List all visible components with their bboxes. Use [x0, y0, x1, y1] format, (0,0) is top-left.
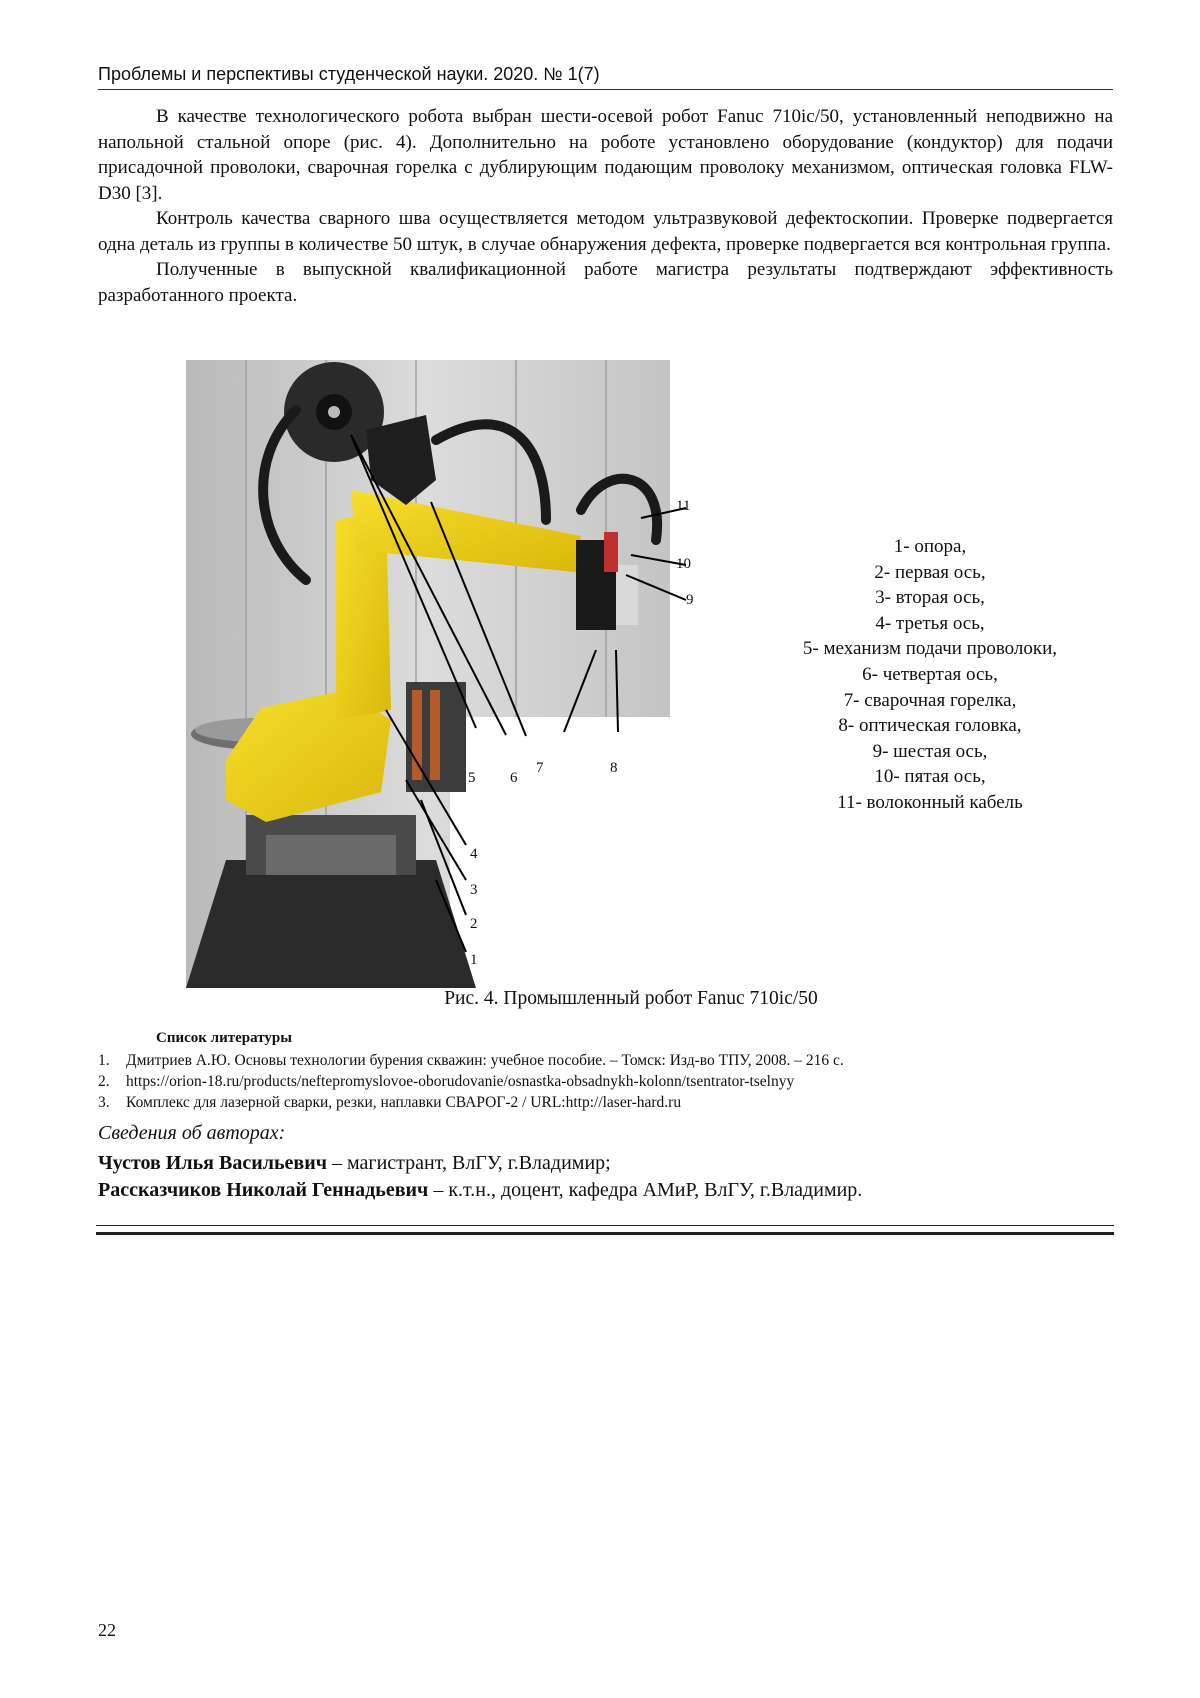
- callout-label: 11: [676, 498, 691, 514]
- callout-label: 6: [510, 770, 518, 786]
- reference-text: Дмитриев А.Ю. Основы технологии бурения скважин: учебное пособие. – Томск: Изд-во ТПУ, 2008. – 216 с.: [126, 1052, 844, 1069]
- legend-item: 9- шестая ось,: [872, 740, 988, 762]
- reference-text: Комплекс для лазерной сварки, резки, наплавки СВАРОГ-2 / URL:http://laser-hard.ru: [126, 1094, 682, 1111]
- callout-label: 8: [610, 760, 618, 776]
- robot-photo: [186, 360, 694, 988]
- legend-item: 10- пятая ось,: [874, 766, 986, 788]
- reference-number: 2.: [98, 1073, 110, 1090]
- reference-text: https://orion-18.ru/products/neftepromyslovoe-oborudovanie/osnastka-obsadnykh-kolonn/tsentrator-tselnyy: [126, 1073, 795, 1090]
- legend-item: 4- третья ось,: [875, 612, 985, 634]
- callout-label: 9: [686, 592, 694, 608]
- authors-list: [98, 1150, 862, 1204]
- author-line: [98, 1150, 862, 1177]
- end-divider: [96, 1225, 1114, 1235]
- legend-item: 2- первая ось,: [874, 561, 986, 583]
- reference-item: [98, 1050, 1113, 1071]
- reference-number: 3.: [98, 1094, 110, 1111]
- reference-item: [98, 1071, 1113, 1092]
- callout-label: 5: [468, 770, 476, 786]
- callout-label: 2: [470, 916, 478, 932]
- callout-label: 3: [470, 882, 478, 898]
- author-line: [98, 1177, 862, 1204]
- callout-label: 1: [470, 952, 478, 968]
- paragraph: Полученные в выпускной квалификационной работе магистра результаты подтверждают эффективность разработанного проекта.: [98, 259, 1113, 306]
- reference-list: [98, 1050, 1113, 1113]
- legend-item: 8- оптическая головка,: [838, 715, 1022, 737]
- author-info: – магистрант, ВлГУ, г.Владимир;: [327, 1152, 611, 1174]
- paragraph: Контроль качества сварного шва осуществляется методом ультразвуковой дефектоскопии. Проверке подвергается одна деталь из группы в количестве 50 штук, в случае обнаружения дефекта, проверке подвергается вся контрольная группа.: [98, 208, 1113, 255]
- legend-item: 11- волоконный кабель: [837, 791, 1023, 813]
- reference-number: 1.: [98, 1052, 110, 1069]
- running-header: Проблемы и перспективы студенческой науки. 2020. № 1(7): [98, 64, 1113, 90]
- legend-item: 3- вторая ось,: [875, 587, 985, 609]
- author-name: Рассказчиков Николай Геннадьевич: [98, 1179, 429, 1201]
- figure-legend: [760, 534, 1100, 816]
- callout-label: 7: [536, 760, 544, 776]
- author-info: – к.т.н., доцент, кафедра АМиР, ВлГУ, г.Владимир.: [428, 1179, 863, 1201]
- references-heading: Список литературы: [156, 1030, 292, 1046]
- legend-item: 5- механизм подачи проволоки,: [802, 638, 1058, 660]
- reference-item: [98, 1092, 1113, 1113]
- legend-item: 1- опора,: [893, 536, 967, 557]
- paragraph: В качестве технологического робота выбран шести-осевой робот Fanuc 710ic/50, установленный неподвижно на напольной стальной опоре (рис. 4). Дополнительно на роботе установлено оборудование (кондуктор) для подачи присадочной проволоки, сварочная горелка с дублирующим подающим проволоку механизмом, оптическая головка FLW-D30 [3].: [98, 106, 1113, 204]
- page-number: 22: [98, 1620, 116, 1640]
- body-text: [98, 104, 1113, 308]
- author-name: Чустов Илья Васильевич: [98, 1152, 327, 1174]
- legend-item: 7- сварочная горелка,: [843, 689, 1017, 711]
- authors-heading: Сведения об авторах:: [98, 1122, 286, 1144]
- callout-label: 10: [676, 556, 691, 572]
- figure-caption: Рис. 4. Промышленный робот Fanuc 710ic/50: [444, 988, 818, 1009]
- legend-item: 6- четвертая ось,: [862, 663, 998, 685]
- callout-label: 4: [470, 846, 478, 862]
